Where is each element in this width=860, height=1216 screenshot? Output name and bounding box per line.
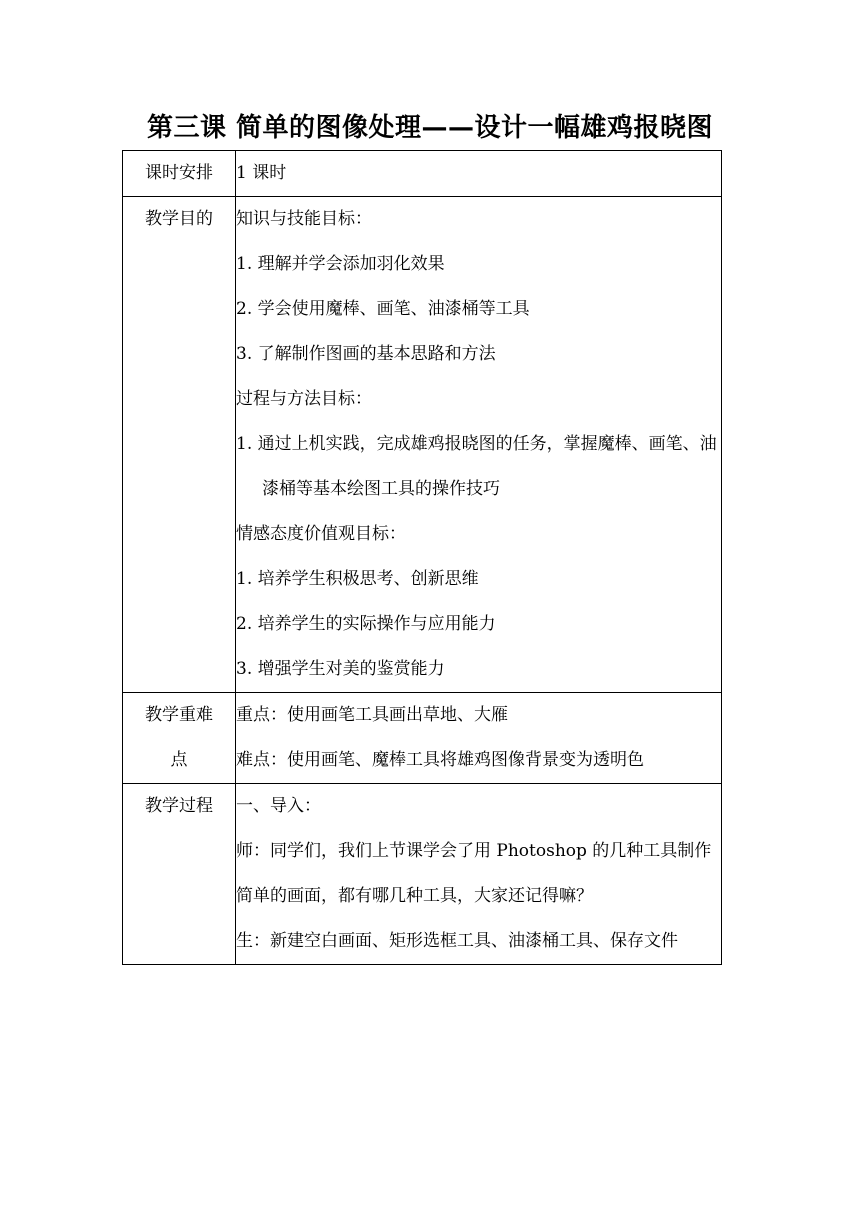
goals-item: 1. 理解并学会添加羽化效果 <box>236 254 445 274</box>
schedule-value: 1 课时 <box>236 151 722 197</box>
goals-content <box>236 197 722 693</box>
lesson-plan-table <box>122 150 722 965</box>
goals-label: 教学目的 <box>123 197 236 693</box>
keypoints-content <box>236 693 722 784</box>
table-row-keypoints <box>123 693 722 784</box>
schedule-label: 课时安排 <box>123 151 236 197</box>
process-label: 教学过程 <box>123 784 236 965</box>
table-row-schedule <box>123 151 722 197</box>
goals-heading-knowledge: 知识与技能目标： <box>236 209 372 229</box>
process-student-line: 生：新建空白画面、矩形选框工具、油漆桶工具、保存文件 <box>236 931 678 951</box>
process-teacher-line: 师：同学们，我们上节课学会了用 Photoshop 的几种工具制作简单的画面，都有哪几种工具，大家还记得嘛？ <box>236 841 712 906</box>
keypoints-focus: 重点：使用画笔工具画出草地、大雁 <box>236 705 508 725</box>
goals-item: 2. 学会使用魔棒、画笔、油漆桶等工具 <box>236 299 530 319</box>
goals-item: 2. 培养学生的实际操作与应用能力 <box>236 614 496 634</box>
goals-item: 1. 培养学生积极思考、创新思维 <box>236 569 479 589</box>
keypoints-difficulty: 难点：使用画笔、魔棒工具将雄鸡图像背景变为透明色 <box>236 750 644 770</box>
goals-heading-attitude: 情感态度价值观目标： <box>236 524 406 544</box>
table-row-goals <box>123 197 722 693</box>
document-title: 第三课 简单的图像处理——设计一幅雄鸡报晓图 <box>146 113 714 143</box>
keypoints-label: 教学重难点 <box>123 693 236 784</box>
goals-item: 3. 增强学生对美的鉴赏能力 <box>236 659 445 679</box>
table-row-process <box>123 784 722 965</box>
process-intro-heading: 一、导入： <box>236 796 321 816</box>
goals-item: 1. 通过上机实践，完成雄鸡报晓图的任务，掌握魔棒、画笔、油漆桶等基本绘图工具的操作技巧 <box>236 434 717 499</box>
goals-heading-process: 过程与方法目标： <box>236 389 372 409</box>
goals-item: 3. 了解制作图画的基本思路和方法 <box>236 344 496 364</box>
process-content <box>236 784 722 965</box>
